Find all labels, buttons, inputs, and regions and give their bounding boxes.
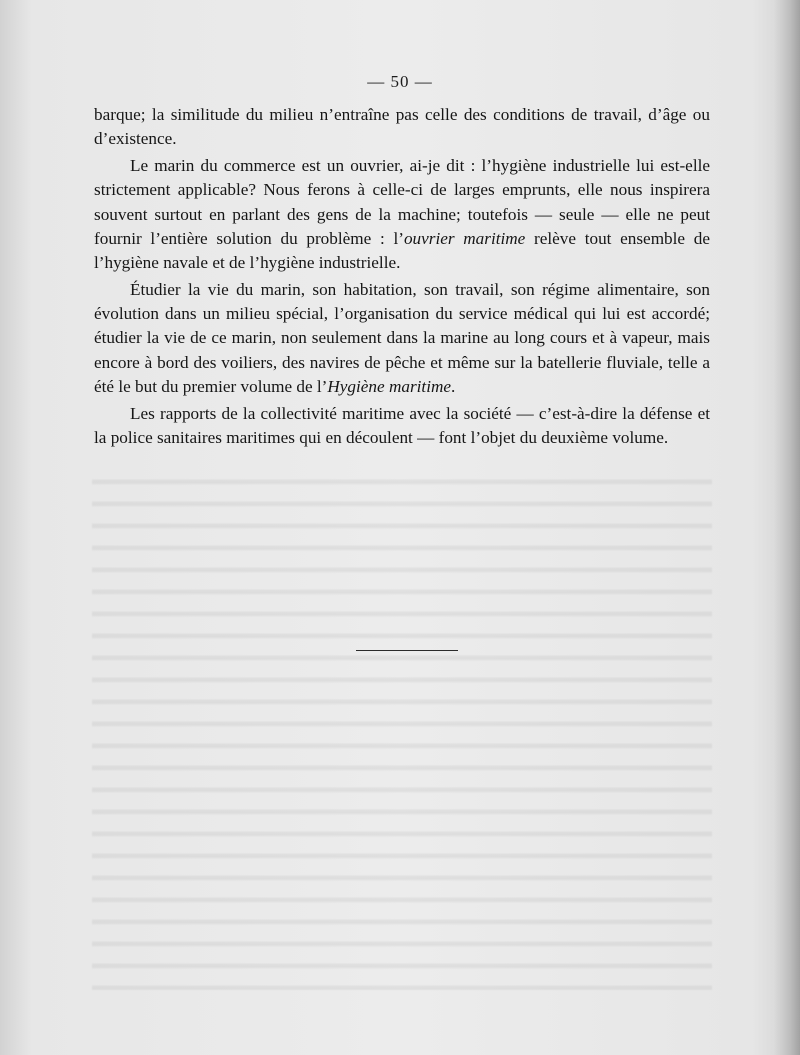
paragraph-2-text-start: Le marin du commerce est un ouvrier, ai-je dit : l’hygiène industrielle lui est-elle strictement applicable? Nous ferons à celle-ci de larges emprunts, elle nous inspirera souvent surtout en parlant des gens de la machine; toutefois — seule — elle ne peut fournir l’entière solution du problème : l’ bbox=[94, 156, 710, 248]
paragraph-3-text-start: Étudier la vie du marin, son habitation, son travail, son régime alimentaire, son évolution dans un milieu spécial, l’organisation du service médical qui lui est accordé; étudier la vie de ce marin, non seulement dans la marine au long cours et à vapeur, mais encore à bord des voiliers, des navires de pêche et même sur la batellerie fluviale, telle a été le but du premier volume de l’ bbox=[94, 280, 710, 396]
paragraph-2-text-end: relève tout ensemble de l’hygiène navale et de l’hygiène industrielle. bbox=[94, 228, 710, 273]
paragraph-4 bbox=[94, 402, 710, 450]
paragraph-2-italic-term: ouvrier maritime bbox=[403, 228, 526, 248]
paragraph-1-text: barque; la similitude du milieu n’entraîne pas celle des conditions de travail, d’âge ou d’existence. bbox=[94, 105, 710, 149]
body-text bbox=[94, 103, 710, 453]
paragraph-4-text: Les rapports de la collectivité maritime avec la société — c’est-à-dire la défense et la police sanitaires maritimes qui en découlent — font l’objet du deuxième volume. bbox=[94, 403, 710, 448]
paragraph-1 bbox=[94, 103, 710, 151]
show-through-text bbox=[92, 470, 712, 990]
paragraph-3-italic-title: Hygiène maritime bbox=[327, 376, 452, 396]
page-number: — 50 — bbox=[367, 72, 433, 91]
paragraph-3-text-end: . bbox=[451, 376, 456, 396]
section-end-rule bbox=[356, 650, 458, 651]
paragraph-2 bbox=[94, 154, 710, 275]
paragraph-3 bbox=[94, 278, 710, 399]
page-edge-shadow bbox=[774, 0, 800, 1055]
